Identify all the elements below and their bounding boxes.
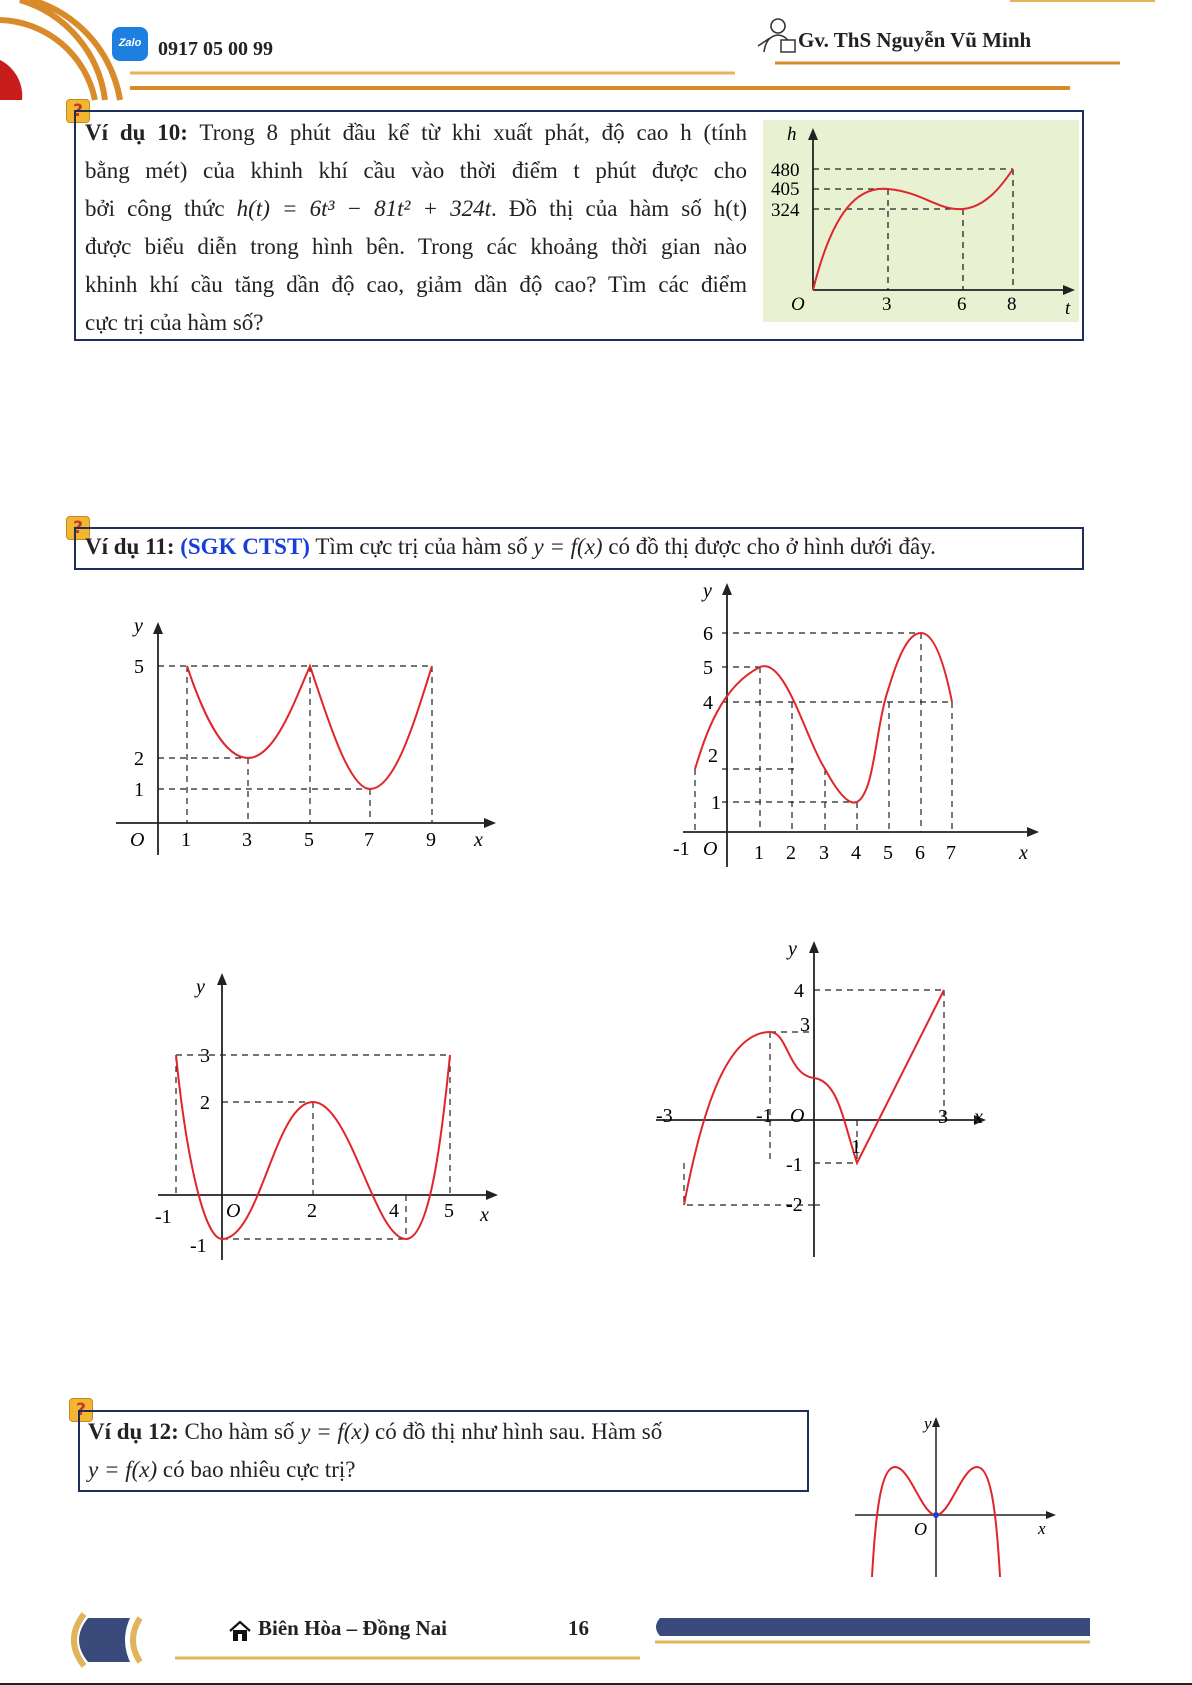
ex12-text-a: Cho hàm số [184,1419,295,1444]
tick-t8: 8 [1007,294,1017,315]
g2-xtick: 2 [786,842,796,864]
example-12-label: Ví dụ 12: [88,1419,179,1444]
tick-t6: 6 [957,294,967,315]
g2-ytick: 5 [703,657,713,679]
tick-324: 324 [771,200,800,221]
example-11-source: (SGK CTST) [180,534,310,559]
g4-xtick: -3 [656,1105,673,1127]
graph-background [763,120,1079,322]
question-icon: ? [69,1398,93,1422]
g3-ytick: -1 [190,1235,207,1257]
g2-xtick: 3 [819,842,829,864]
g3-xtick: -1 [155,1206,172,1228]
zalo-icon: Zalo [112,27,148,61]
g2-xtick: -1 [673,838,690,860]
tick-t3: 3 [882,294,892,315]
ex10-formula: h(t) = 6t³ − 81t² + 324t [236,196,492,221]
footer-location: Biên Hòa – Đồng Nai [258,1616,448,1640]
ex10-line5: khinh khí cầu tăng dần độ cao, giảm dần độ cao? Tìm các điểm [85,272,747,297]
question-icon: ? [66,516,90,540]
ex10-line6: cực trị của hàm số? [85,310,264,335]
g4-xlabel: x [974,1106,983,1128]
origin-label: O [791,294,805,315]
balloon-graph [763,120,1079,322]
g2-ytick: 4 [703,692,713,714]
example-10-text [85,114,747,342]
page-number: 16 [568,1616,589,1640]
g4-xtick: 3 [938,1106,948,1128]
g4-ylabel: y [788,938,797,960]
g3-xlabel: x [480,1204,489,1226]
g5-xlabel: x [1038,1519,1046,1538]
g1-xlabel: x [474,829,483,851]
g3-xtick: 2 [307,1200,317,1222]
header-teacher: Gv. ThS Nguyễn Vũ Minh [798,28,1032,52]
graph-5 [850,1405,1060,1580]
ex10-line2: bằng mét) của khinh khí cầu vào thời điểm t phút được cho [85,158,747,183]
g1-ytick: 5 [134,656,144,678]
graph-1 [110,610,500,860]
g4-origin: O [790,1105,805,1127]
h-label: h [787,124,797,145]
g4-xtick: 1 [851,1136,861,1158]
tick-480: 480 [771,160,800,181]
g2-xtick: 5 [883,842,893,864]
g1-xtick: 3 [242,829,252,851]
g2-origin: O [703,838,718,860]
g1-ytick: 1 [134,779,144,801]
t-label: t [1065,298,1071,319]
ex11-text-a: Tìm cực trị của hàm số [315,534,528,559]
graph-4 [648,935,998,1265]
example-12-text [88,1413,803,1489]
ex12-line2-func: y = f(x) [88,1457,158,1482]
ex10-line1: Trong 8 phút đầu kể từ khi xuất phát, độ cao h (tính [199,120,747,145]
g2-xtick: 7 [946,842,956,864]
ex10-line4: được biểu diễn trong hình bên. Trong các khoảng thời gian nào [85,234,747,259]
g4-ytick: 4 [794,980,804,1002]
g1-ylabel: y [134,615,143,637]
graph-3 [150,965,510,1265]
g2-xtick: 1 [754,842,764,864]
g2-ytick: 1 [711,792,721,814]
g5-origin: O [914,1519,927,1539]
header-phone: 0917 05 00 99 [158,38,273,60]
g4-ytick: -2 [786,1194,803,1216]
origin-point [933,1512,939,1518]
ex10-line3b: . Đồ thị của hàm số h(t) [491,196,748,221]
ex12-text-b: có đồ thị như hình sau. Hàm số [375,1419,663,1444]
g3-xtick: 4 [389,1200,399,1222]
tick-405: 405 [771,179,800,200]
g3-ytick: 2 [200,1092,210,1114]
g3-xtick: 5 [444,1200,454,1222]
ex11-text-b: có đồ thị được cho ở hình dưới đây. [608,534,936,559]
g2-ytick: 2 [708,745,718,767]
graph-2 [665,577,1045,867]
g1-xtick: 7 [364,829,374,851]
g3-ylabel: y [196,976,205,998]
g1-origin: O [130,829,145,851]
example-10-label: Ví dụ 10: [85,120,188,145]
g3-origin: O [226,1200,241,1222]
g5-ylabel: y [924,1414,932,1433]
g2-xtick: 4 [851,842,861,864]
g4-ytick: 3 [800,1014,810,1036]
ex12-line2-text: có bao nhiêu cực trị? [162,1457,356,1482]
graph-2-curve [695,633,952,803]
example-11-text [85,528,1075,566]
teacher-icon [756,16,798,54]
example-11-label: Ví dụ 11: [85,534,175,559]
ex10-line3a: bởi công thức [85,196,225,221]
ex11-func: y = f(x) [533,534,603,559]
g2-ylabel: y [703,580,712,602]
g1-xtick: 5 [304,829,314,851]
g2-ytick: 6 [703,623,713,645]
home-icon [228,1620,252,1642]
g1-ytick: 2 [134,748,144,770]
footer-decoration [0,1600,1192,1685]
g1-xtick: 1 [181,829,191,851]
g4-ytick: -1 [786,1154,803,1176]
g4-xtick: -1 [756,1105,773,1127]
question-icon: ? [66,99,90,123]
g3-ytick: 3 [200,1045,210,1067]
ex12-func: y = f(x) [300,1419,370,1444]
g2-xlabel: x [1019,842,1028,864]
g2-xtick: 6 [915,842,925,864]
g1-xtick: 9 [426,829,436,851]
